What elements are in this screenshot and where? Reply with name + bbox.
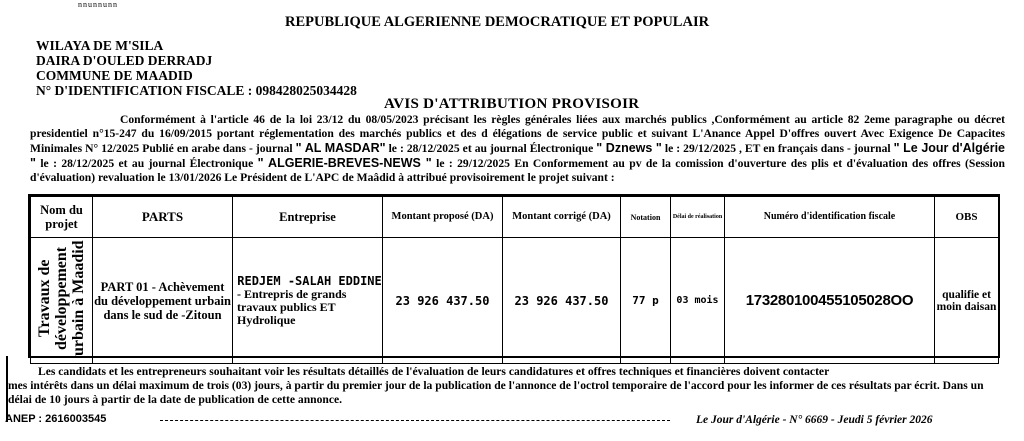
- journal-french: " Le Jour d'Algérie ": [30, 141, 1005, 170]
- outro-paragraph: [8, 365, 1008, 407]
- journal-arabic: " AL MASDAR": [295, 141, 386, 155]
- header-delai: Délai de réalisation: [671, 197, 725, 238]
- republic-title: REPUBLIQUE ALGERIENNE DEMOCRATIQUE ET POPULAIR: [285, 14, 710, 30]
- journal-footer: Le Jour d'Algérie - N° 6669 - Jeudi 5 février 2026: [696, 414, 933, 426]
- intro-part5: le : 29/12/2025 En Conformement au pv de la comission d'ouverture des plis et d'évaluation des offres (Session d'évaluation) revaluation le 13/01/2026 Le Président de L'APC de Maâdid à attribué provisoirement le projet suivant :: [30, 157, 1005, 184]
- cell-obs: qualifie et moin daisan: [935, 238, 999, 364]
- header-nom-projet: Nom du projet: [31, 197, 93, 238]
- header-montant-propose: Montant proposé (DA): [383, 197, 503, 238]
- cell-delai: 03 mois: [671, 238, 725, 364]
- commune-line: COMMUNE DE MAADID: [36, 68, 193, 83]
- site-french: " ALGERIE-BREVES-NEWS ": [257, 156, 432, 170]
- intro-part2: le : 28/12/2025 et au journal Électronique: [388, 142, 594, 155]
- header-notation: Notation: [621, 197, 671, 238]
- cell-montant-propose: 23 926 437.50: [383, 238, 503, 364]
- cell-notation: 77 p: [621, 238, 671, 364]
- table-header-row: [31, 197, 999, 238]
- bottom-rule: [160, 420, 670, 421]
- wilaya-line: WILAYA DE M'SILA: [36, 38, 164, 53]
- cell-numero-fiscal: 173280100455105028OO: [725, 238, 935, 364]
- award-table: [30, 196, 999, 364]
- intro-part4: le : 28/12/2025 et au journal Électronique: [40, 157, 254, 170]
- award-table-frame: [28, 194, 1000, 358]
- cell-nom-projet: [31, 238, 93, 364]
- outro-line1: Les candidats et les entrepreneurs souhaitant voir les résultats détaillés de l'évaluation de leurs candidatures et offres techniques et financières doivent contacter: [38, 365, 830, 378]
- header-parts: PARTS: [93, 197, 233, 238]
- project-name: Travaux de développement urbain à Maadid: [36, 240, 87, 356]
- entreprise-name: REDJEM -SALAH EDDINE: [237, 274, 382, 288]
- header-numero-fiscal: Numéro d'identification fiscale: [725, 197, 935, 238]
- table-row: [31, 238, 999, 364]
- outro-rest: mes intérêts dans un délai maximum de trois (03) jours, à partir du premier jour de la publication de l'annonce de l'octrol temporaire de l'accord pour les informer de ces résultats par écrit. Dans un délai de 10 jours à partir de la date de publication de cette annonce.: [8, 379, 984, 406]
- header-montant-corrige: Montant corrigé (DA): [503, 197, 621, 238]
- cell-montant-corrige: 23 926 437.50: [503, 238, 621, 364]
- intro-part1: Conformément à l'article 46 de la loi 23/12 du 08/05/2023 précisant les règles générales liées aux marchés publics ,Conformément au article 82 2eme paragraphe ou décret presidentiel n°15-247 du 16/09/2015 portant réglementation des marchés publics et des d élégations de service public et suivant L'Anance Appel D'offres ouvert Avec Exigence De Capacites Minimales N° 12/2025 Publié en arabe dans - journal: [30, 113, 1005, 155]
- site-arabic: " Dznews ": [596, 141, 662, 155]
- header-obs: OBS: [935, 197, 999, 238]
- intro-paragraph: [30, 113, 1005, 185]
- entreprise-description: - Entrepris de grands travaux publics ET Hydrolique: [237, 287, 347, 327]
- intro-part3: le : 29/12/2025 , ET en français dans - journal: [664, 142, 891, 155]
- notice-title: AVIS D'ATTRIBUTION PROVISOIR: [384, 96, 640, 112]
- top-mark: nnunnunn: [78, 0, 118, 9]
- header-entreprise: Entreprise: [233, 197, 383, 238]
- fiscal-id-line: N° D'IDENTIFICATION FISCALE : 098428025034428: [36, 83, 357, 98]
- cell-entreprise: [233, 238, 383, 364]
- cell-part: PART 01 - Achèvement du développement urbain dans le sud de -Zitoun: [93, 238, 233, 364]
- anep-reference: ANEP : 2616003545: [5, 413, 107, 425]
- daira-line: DAIRA D'OULED DERRADJ: [36, 53, 213, 68]
